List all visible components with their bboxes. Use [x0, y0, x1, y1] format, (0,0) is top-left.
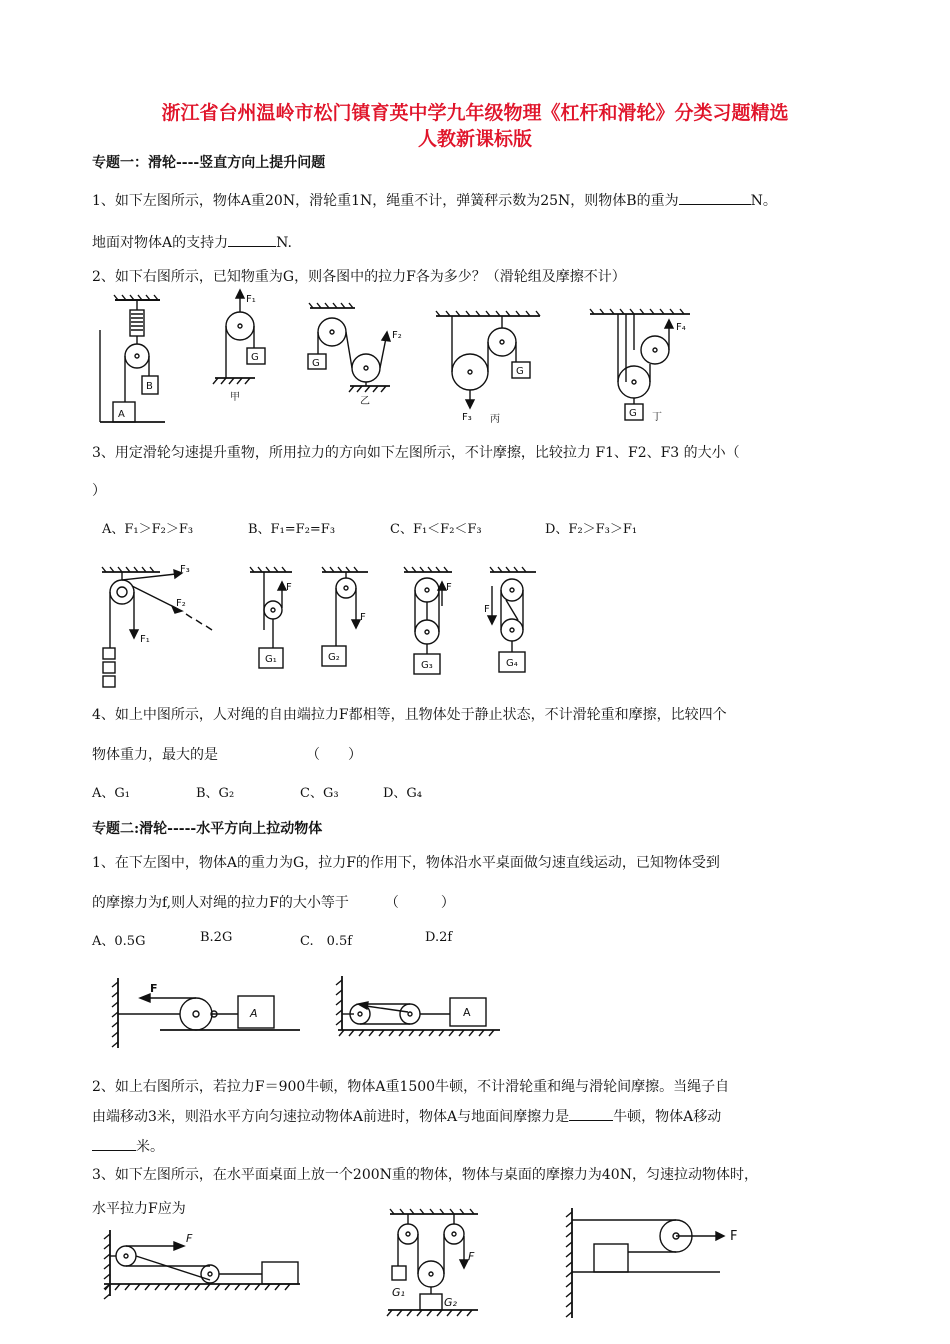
answer-blank[interactable] — [569, 1106, 613, 1121]
label-G2: G₂ — [444, 1296, 457, 1309]
pulley-figures-row1 — [0, 290, 950, 430]
figure-g3 — [404, 567, 452, 674]
bottom-figures — [0, 1200, 950, 1330]
t2-q1-option-b[interactable]: B.2G — [200, 930, 233, 945]
t1-q4-line2: 物体重力，最大的是 （ ） — [92, 747, 362, 763]
t2-q1-line1: 1、在下左图中，物体A的重力为G，拉力F的作用下，物体沿水平桌面做匀速直线运动，已知物体受到 — [92, 855, 720, 871]
t2-q1-line2: 的摩擦力为f,则人对绳的拉力F的大小等于 （ ） — [92, 895, 455, 911]
label-yi: 乙 — [360, 396, 370, 407]
label-F: F — [150, 982, 158, 995]
label-F2: F₂ — [176, 598, 186, 609]
t1-q3-option-c[interactable]: C、F₁＜F₂＜F₃ — [390, 522, 482, 537]
answer-blank[interactable] — [228, 232, 276, 247]
label-G2: G₂ — [328, 652, 340, 663]
t1-q4-option-d[interactable]: D、G₄ — [383, 786, 423, 801]
t1-q3-line1: 3、用定滑轮匀速提升重物，所用拉力的方向如下左图所示，不计摩擦，比较拉力 F1、F2、F3 的大小（ — [92, 445, 740, 461]
label-F1: F₁ — [140, 634, 150, 645]
label-F3: F₃ — [180, 564, 190, 575]
label-A: A — [463, 1006, 471, 1019]
t1-q3-option-d[interactable]: D、F₂＞F₃＞F₁ — [545, 522, 638, 537]
label-A: A — [118, 409, 125, 420]
pulley-figures-row2 — [0, 558, 950, 698]
label-B: B — [146, 381, 153, 392]
label-G: G — [312, 358, 320, 369]
label-G: G — [251, 352, 259, 363]
t2-q3-line1: 3、如下左图所示，在水平面桌面上放一个200N重的物体，物体与桌面的摩擦力为40N，匀速拉动物体时， — [92, 1167, 758, 1183]
answer-blank[interactable] — [92, 1136, 136, 1151]
label-G: G — [629, 408, 637, 419]
label-F: F — [468, 1250, 475, 1263]
label-F2: F₂ — [392, 330, 402, 341]
t2-q2-line1: 2、如上右图所示，若拉力F＝900牛顿，物体A重1500牛顿，不计滑轮重和绳与滑轮间摩擦。当绳子自 — [92, 1079, 730, 1095]
t1-q3-option-b[interactable]: B、F₁=F₂=F₃ — [248, 522, 336, 537]
figure-fixed-pulley-directions — [102, 567, 212, 687]
label-F1: F₁ — [246, 294, 256, 305]
answer-blank[interactable] — [679, 190, 751, 205]
t1-q4-option-b[interactable]: B、G₂ — [196, 786, 235, 801]
label-F: F — [286, 582, 292, 593]
label-F3: F₃ — [462, 412, 472, 423]
t1-q4-option-c[interactable]: C、G₃ — [300, 786, 339, 801]
figure-jia — [213, 290, 265, 384]
figure-horizontal-left — [112, 978, 300, 1048]
label-G1: G₁ — [392, 1286, 405, 1299]
t1-q3-line2: ） — [92, 483, 106, 499]
horizontal-pulley-figures — [0, 968, 950, 1058]
label-F: F — [484, 604, 490, 615]
label-G1: G₁ — [265, 654, 277, 665]
topic2-heading: 专题二:滑轮-----水平方向上拉动物体 — [92, 821, 323, 837]
page-subtitle: 人教新课标版 — [417, 128, 532, 150]
label-G4: G₄ — [506, 658, 518, 669]
figure-bottom-left — [104, 1230, 300, 1299]
label-jia: 甲 — [230, 392, 240, 403]
figure-horizontal-right — [336, 976, 500, 1036]
figure-bing — [436, 311, 540, 408]
topic1-heading: 专题一：滑轮----竖直方向上提升问题 — [92, 155, 326, 171]
t2-q3-line2: 水平拉力F应为 — [92, 1201, 186, 1217]
label-A: A — [250, 1007, 258, 1020]
t1-q2: 2、如下右图所示，已知物重为G，则各图中的拉力F各为多少？（滑轮组及摩擦不计） — [92, 269, 626, 285]
label-bing: 丙 — [490, 414, 500, 425]
figure-ding — [590, 309, 690, 420]
label-F: F — [360, 612, 366, 623]
page-title: 浙江省台州温岭市松门镇育英中学九年级物理《杠杆和滑轮》分类习题精选 — [161, 102, 789, 124]
label-F: F — [446, 582, 452, 593]
t2-q2-line2: 由端移动3米，则沿水平方向匀速拉动物体A前进时，物体A与地面间摩擦力是 牛顿，物体A移动 — [92, 1106, 721, 1126]
t1-q1-line1: 1、如下左图所示，物体A重20N，滑轮重1N，绳重不计，弹簧秤示数为25N，则物体B的重为 N。 — [92, 190, 777, 210]
t2-q1-option-c[interactable]: C. 0.5f — [300, 934, 353, 949]
label-F: F — [730, 1229, 738, 1244]
label-G3: G₃ — [421, 660, 433, 671]
figure-g4 — [488, 567, 536, 672]
t2-q1-option-a[interactable]: A、0.5G — [92, 934, 146, 949]
t2-q2-line3: 米。 — [92, 1136, 164, 1156]
label-G: G — [516, 366, 524, 377]
label-F4: F₄ — [676, 322, 686, 333]
figure-bottom-middle — [387, 1209, 478, 1316]
t1-q4-option-a[interactable]: A、G₁ — [92, 786, 130, 801]
t1-q1-line2: 地面对物体A的支持力 N. — [92, 232, 292, 252]
label-F: F — [186, 1232, 193, 1245]
t2-q1-option-d[interactable]: D.2f — [425, 930, 453, 945]
figure-yi — [308, 303, 390, 392]
figure-bottom-right — [566, 1208, 724, 1318]
t1-q3-option-a[interactable]: A、F₁＞F₂＞F₃ — [102, 522, 194, 537]
figure-spring-scale — [100, 295, 165, 422]
label-ding: 丁 — [652, 412, 662, 423]
t1-q4-line1: 4、如上中图所示，人对绳的自由端拉力F都相等，且物体处于静止状态，不计滑轮重和摩擦，比较四个 — [92, 707, 727, 723]
